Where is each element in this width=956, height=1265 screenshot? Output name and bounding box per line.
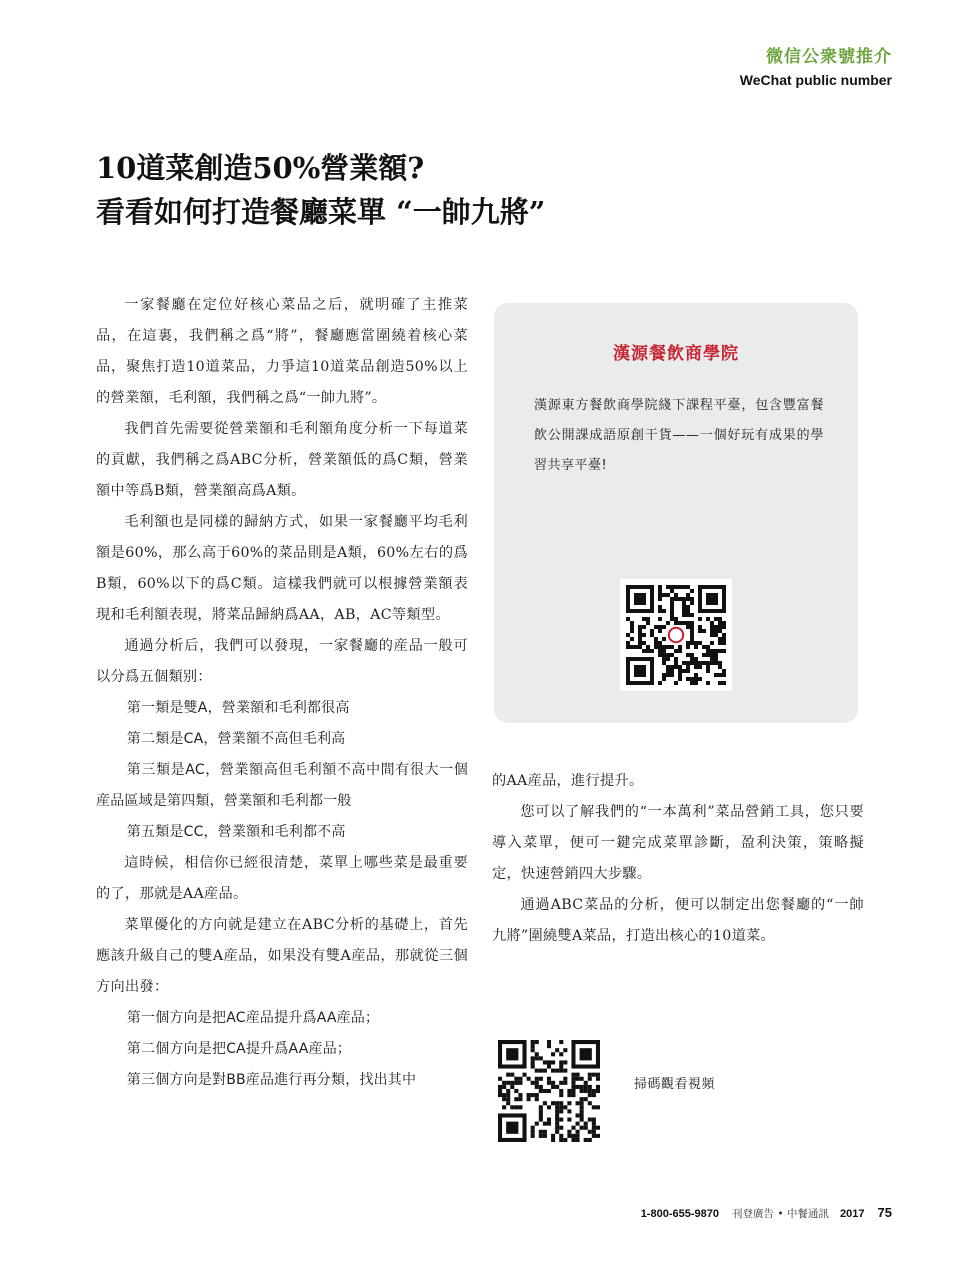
qr-code-icon[interactable] [498,1040,600,1142]
qr-caption: 掃碼觀看視頻 [634,1077,716,1092]
footer-publication: 刊登廣告 • 中餐通訊 [732,1208,829,1220]
card-title: 漢源餐飲商學院 [613,344,739,364]
list-item: 第一類是雙A，營業額和毛利都很高 [126,700,350,716]
footer-year: 2017 [839,1208,865,1220]
title-line-1: 10道菜創造50%營業額? [96,151,425,185]
list-item: 第二類是CA，營業額不高但毛利高 [126,731,346,747]
article-title [96,146,816,234]
section-header [740,44,892,90]
paragraph: 毛利額也是同樣的歸納方式，如果一家餐廳平均毛利額是60%，那么高于60%的菜品則是A類，60%左右的爲B類，60%以下的爲C類。這樣我們就可以根據營業額表現和毛利額表現，將菜品歸納爲AA，AB，AC等類型。 [96,514,468,623]
promo-card [494,303,858,723]
footer-phone: 1-800-655-9870 [640,1208,719,1220]
list-item: 第一個方向是把AC産品提升爲AA産品； [126,1010,380,1026]
list-item: 第二個方向是把CA提升爲AA産品； [126,1041,352,1057]
paragraph: 一家餐廳在定位好核心菜品之后，就明確了主推菜品，在這裏，我們稱之爲“將”，餐廳應當圍繞着核心菜品，聚焦打造10道菜品，力爭這10道菜品創造50%以上的營業額，毛利額，我們稱之爲“一帥九將”。 [96,297,468,406]
card-body: 漢源東方餐飲商學院綫下課程平臺，包含豐富餐飲公開課成語原創干貨——一個好玩有成果的學習共享平臺! [534,398,824,473]
page-number: 75 [877,1205,892,1220]
right-column [492,766,864,952]
section-title-en: WeChat public number [739,72,892,88]
paragraph: 這時候，相信你已經很清楚，菜單上哪些菜是最重要的了，那就是AA産品。 [96,855,468,902]
paragraph: 通過分析后，我們可以發現，一家餐廳的産品一般可以分爲五個類别： [96,638,468,685]
list-item: 第五類是CC，營業額和毛利都不高 [126,824,346,840]
bottom-qr-graphic [498,1040,600,1142]
list-item: 第三類是AC，營業額高但毛利額不高中間有很大一個産品區域是第四類，營業額和毛利都一般 [96,762,468,809]
paragraph: 通過ABC菜品的分析，便可以制定出您餐廳的“一帥九將”圍繞雙A菜品，打造出核心的10道菜。 [492,897,864,944]
paragraph: 我們首先需要從營業額和毛利額角度分析一下每道菜的貢獻，我們稱之爲ABC分析，營業額低的爲C類，營業額中等爲B類，營業額高爲A類。 [96,421,468,499]
paragraph: 菜單優化的方向就是建立在ABC分析的基礎上，首先應該升級自己的雙A産品，如果没有雙A産品，那就從三個方向出發： [96,917,468,995]
section-title-zh: 微信公衆號推介 [766,47,892,67]
left-column [96,290,468,1096]
qr-code-icon[interactable] [620,579,732,691]
paragraph: 您可以了解我們的“一本萬利”菜品營銷工具，您只要導入菜單，便可一鍵完成菜單診斷，盈利決策，策略擬定，快速營銷四大步驟。 [492,804,864,882]
paragraph: 的AA産品，進行提升。 [492,773,644,789]
card-qr-graphic [626,585,726,685]
list-item: 第三個方向是對BB産品進行再分類，找出其中 [126,1072,417,1088]
title-line-2: 看看如何打造餐廳菜單 “一帥九將” [96,195,546,229]
page-footer [641,1205,892,1221]
